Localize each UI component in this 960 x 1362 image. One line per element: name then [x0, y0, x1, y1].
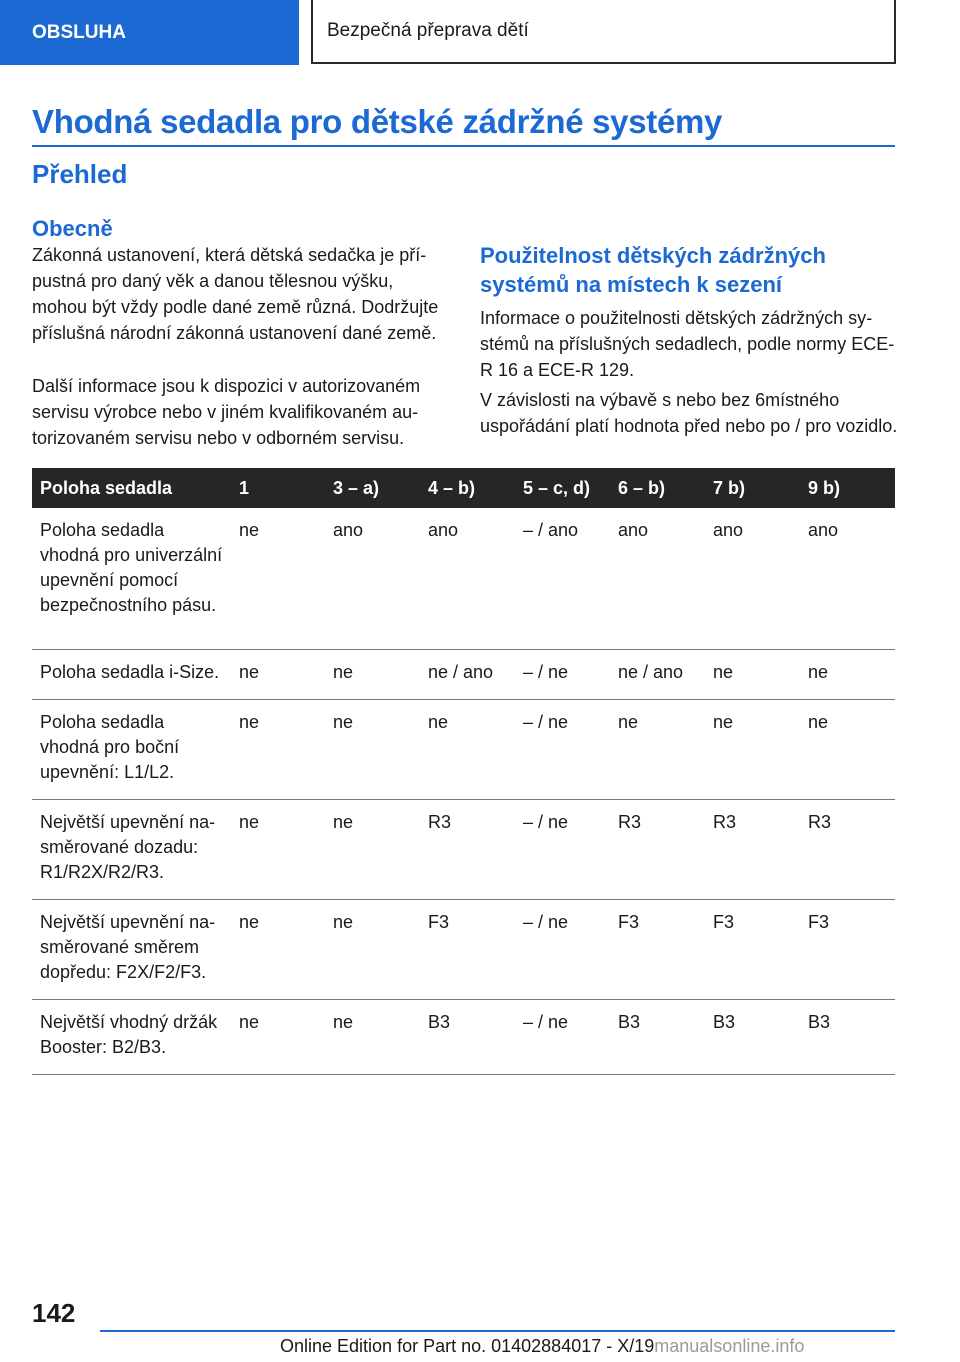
- general-paragraph-1: Zákonná ustanovení, která dětská sedačka je přípustná pro daný věk a danou tělesnou výšku, mohou být vždy podle dané země různá. Dodržujte příslušná národní zákonná ustanovení dané země.: [32, 245, 439, 343]
- table-cell: ne: [800, 649, 895, 699]
- column-header: 5 – c, d): [515, 468, 610, 508]
- usability-paragraph-2: V závislosti na výbavě s nebo bez 6místného uspořádání platí hodnota před nebo po / pro vozidlo.: [480, 390, 898, 436]
- column-header: 3 – a): [325, 468, 420, 508]
- table-cell: F3: [800, 899, 895, 999]
- usability-paragraph-1: Informace o použitelnosti dětských zádržných systémů na příslušných sedadlech, podle normy ECE-R 16 a ECE-R 129.: [480, 308, 895, 380]
- table-row: [32, 799, 895, 899]
- table-cell: ne: [325, 899, 420, 999]
- section-subtitle: Přehled: [32, 159, 128, 189]
- table-cell: F3: [420, 899, 515, 999]
- table-cell: ne / ano: [610, 649, 705, 699]
- table-cell: ano: [325, 508, 420, 649]
- table-cell: F3: [705, 899, 800, 999]
- table-cell: ano: [800, 508, 895, 649]
- table-cell: Největší upevnění nasměrované dozadu: R1/R2X/R2/R3.: [32, 799, 231, 899]
- column-header: 1: [231, 468, 325, 508]
- table-cell: ano: [420, 508, 515, 649]
- table-cell: R3: [800, 799, 895, 899]
- table-cell: ne / ano: [420, 649, 515, 699]
- table-cell: ne: [610, 699, 705, 799]
- table-cell: F3: [610, 899, 705, 999]
- table-cell: ne: [325, 799, 420, 899]
- table-cell: R3: [420, 799, 515, 899]
- section-label: OBSLUHA: [32, 21, 126, 43]
- table-cell: B3: [420, 999, 515, 1074]
- page-number: 142: [32, 1298, 76, 1328]
- table-cell: ne: [325, 649, 420, 699]
- table-row: [32, 649, 895, 699]
- watermark-text: manualsonline.info: [654, 1336, 805, 1356]
- table-cell: ne: [231, 649, 325, 699]
- column-header: 6 – b): [610, 468, 705, 508]
- table-cell: Největší upevnění nasměrované směrem dopředu: F2X/F2/F3.: [32, 899, 231, 999]
- table-cell: Poloha sedadla vhodná pro univerzální upevnění pomocí bezpečnostního pásu.: [32, 508, 231, 649]
- table-cell: Poloha sedadla vhodná pro boční upevnění: L1/L2.: [32, 699, 231, 799]
- table-cell: Největší vhodný držák Booster: B2/B3.: [32, 999, 231, 1074]
- table-cell: ne: [231, 999, 325, 1074]
- topic-label: Bezpečná přeprava dětí: [327, 20, 529, 41]
- table-cell: – / ne: [515, 799, 610, 899]
- table-cell: ano: [610, 508, 705, 649]
- table-row: [32, 508, 895, 649]
- table-cell: – / ano: [515, 508, 610, 649]
- edition-text: Online Edition for Part no. 01402884017 - X/19: [280, 1336, 655, 1356]
- table-cell: ne: [800, 699, 895, 799]
- table-cell: ne: [325, 699, 420, 799]
- table-cell: ne: [231, 799, 325, 899]
- table-cell: – / ne: [515, 699, 610, 799]
- table-row: [32, 899, 895, 999]
- table-cell: – / ne: [515, 899, 610, 999]
- seat-suitability-table: [32, 468, 895, 1075]
- table-cell: – / ne: [515, 649, 610, 699]
- section-tab: [0, 0, 299, 65]
- general-paragraph-2: Další informace jsou k dispozici v autorizovaném servisu výrobce nebo v jiném kvalifikovaném autorizovaném servisu nebo v odborném servisu.: [32, 376, 421, 448]
- title-divider: [32, 145, 895, 147]
- table-row: [32, 999, 895, 1074]
- footer-edition: [280, 1336, 804, 1357]
- table-row: [32, 699, 895, 799]
- table-cell: – / ne: [515, 999, 610, 1074]
- general-heading: Obecně: [32, 216, 113, 241]
- page-title: Vhodná sedadla pro dětské zádržné systémy: [32, 103, 723, 140]
- footer-divider: [100, 1330, 895, 1332]
- table-cell: ne: [231, 508, 325, 649]
- table-header-row: [32, 468, 895, 508]
- table-cell: ne: [705, 699, 800, 799]
- column-header: 9 b): [800, 468, 895, 508]
- table-cell: ne: [705, 649, 800, 699]
- table-cell: B3: [610, 999, 705, 1074]
- column-header: Poloha sedadla: [32, 468, 231, 508]
- table-cell: R3: [610, 799, 705, 899]
- column-header: 7 b): [705, 468, 800, 508]
- table-cell: B3: [800, 999, 895, 1074]
- table-cell: B3: [705, 999, 800, 1074]
- table-cell: ano: [705, 508, 800, 649]
- column-header: 4 – b): [420, 468, 515, 508]
- topic-tab: [311, 0, 896, 64]
- table-cell: ne: [325, 999, 420, 1074]
- table-cell: Poloha sedadla i-Size.: [32, 649, 231, 699]
- table-cell: ne: [231, 899, 325, 999]
- table-cell: ne: [420, 699, 515, 799]
- usability-heading: Použitelnost dětských zádržných systémů na místech k sezení: [480, 243, 826, 297]
- table-cell: ne: [231, 699, 325, 799]
- table-cell: R3: [705, 799, 800, 899]
